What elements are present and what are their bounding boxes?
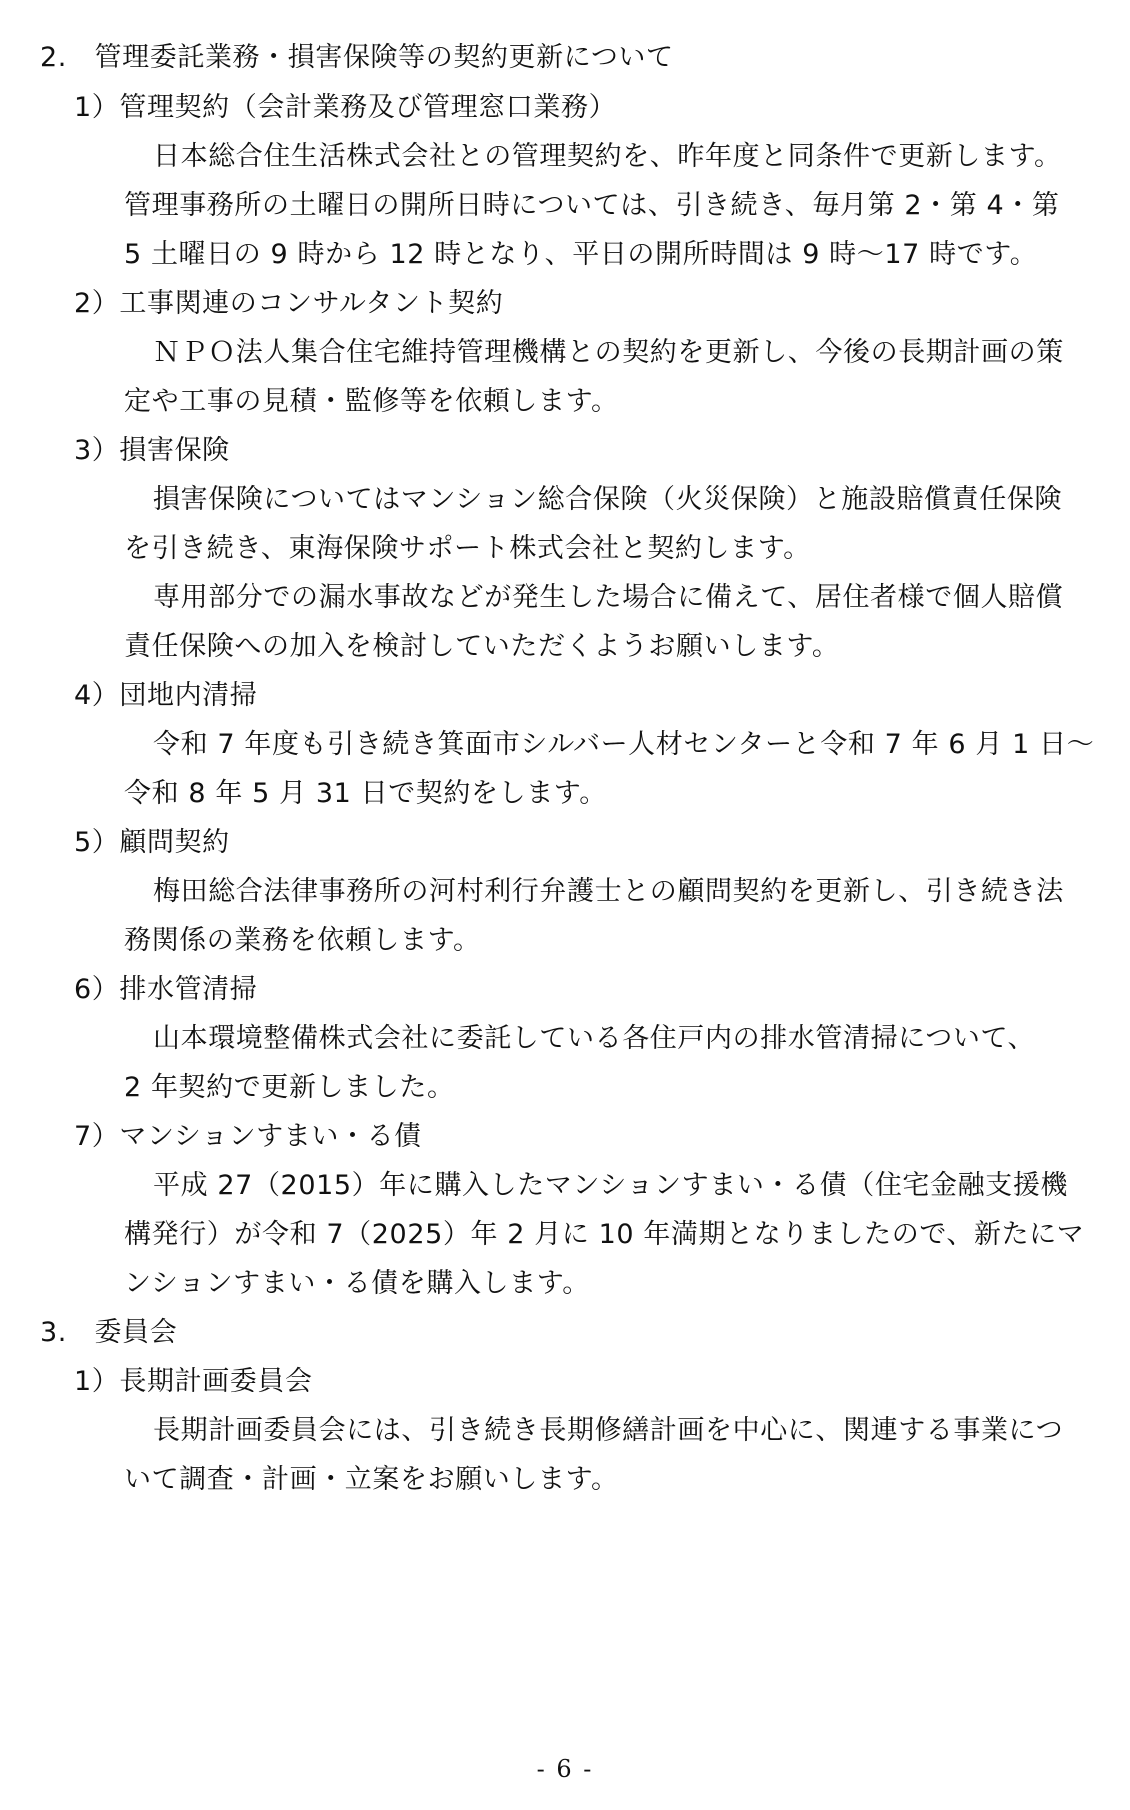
section-2-5-heading: 5）顧問契約 bbox=[74, 827, 230, 858]
paragraph-line: 梅田総合法律事務所の河村利行弁護士との顧問契約を更新し、引き続き法 bbox=[153, 876, 1064, 907]
section-3-heading: 3. 委員会 bbox=[40, 1317, 178, 1348]
paragraph-line: 管理事務所の土曜日の開所日時については、引き続き、毎月第 2・第 4・第 bbox=[124, 190, 1060, 221]
paragraph-line: いて調査・計画・立案をお願いします。 bbox=[124, 1464, 619, 1495]
paragraph-line: 定や工事の見積・監修等を依頼します。 bbox=[124, 386, 619, 417]
paragraph-line: を引き続き、東海保険サポート株式会社と契約します。 bbox=[124, 533, 811, 564]
paragraph-line: 務関係の業務を依頼します。 bbox=[124, 925, 481, 956]
paragraph-line: 山本環境整備株式会社に委託している各住戸内の排水管清掃について、 bbox=[153, 1023, 1036, 1054]
paragraph-line: 令和 7 年度も引き続き箕面市シルバー人材センターと令和 7 年 6 月 1 日～ bbox=[153, 729, 1095, 760]
paragraph-line: 2 年契約で更新しました。 bbox=[124, 1072, 455, 1103]
paragraph-line: 日本総合住生活株式会社との管理契約を、昨年度と同条件で更新します。 bbox=[153, 141, 1062, 172]
paragraph-line: 令和 8 年 5 月 31 日で契約をします。 bbox=[124, 778, 607, 809]
paragraph-line: 5 土曜日の 9 時から 12 時となり、平日の開所時間は 9 時～17 時です。 bbox=[124, 239, 1038, 270]
paragraph-line: 損害保険についてはマンション総合保険（火災保険）と施設賠償責任保険 bbox=[153, 484, 1063, 515]
section-2-7-heading: 7）マンションすまい・る債 bbox=[74, 1121, 422, 1152]
section-2-1-heading: 1）管理契約（会計業務及び管理窓口業務） bbox=[74, 92, 617, 123]
paragraph-line: ンションすまい・る債を購入します。 bbox=[124, 1268, 590, 1299]
section-2-6-heading: 6）排水管清掃 bbox=[74, 974, 258, 1005]
section-2-4-heading: 4）団地内清掃 bbox=[74, 680, 258, 711]
paragraph-line: 専用部分での漏水事故などが発生した場合に備えて、居住者様で個人賠償 bbox=[153, 582, 1064, 613]
section-2-3-heading: 3）損害保険 bbox=[74, 435, 230, 466]
paragraph-line: 構発行）が令和 7（2025）年 2 月に 10 年満期となりましたので、新たにマ bbox=[124, 1219, 1085, 1250]
paragraph-line: 責任保険への加入を検討していただくようお願いします。 bbox=[124, 631, 840, 662]
section-2-heading: 2. 管理委託業務・損害保険等の契約更新について bbox=[40, 42, 674, 73]
page-number: - 6 - bbox=[536, 1755, 594, 1783]
section-2-2-heading: 2）工事関連のコンサルタント契約 bbox=[74, 288, 504, 319]
paragraph-line: 平成 27（2015）年に購入したマンションすまい・る債（住宅金融支援機 bbox=[153, 1170, 1069, 1201]
section-3-1-heading: 1）長期計画委員会 bbox=[74, 1366, 313, 1397]
paragraph-line: ＮＰＯ法人集合住宅維持管理機構との契約を更新し、今後の長期計画の策 bbox=[153, 337, 1064, 368]
paragraph-line: 長期計画委員会には、引き続き長期修繕計画を中心に、関連する事業につ bbox=[153, 1415, 1064, 1446]
